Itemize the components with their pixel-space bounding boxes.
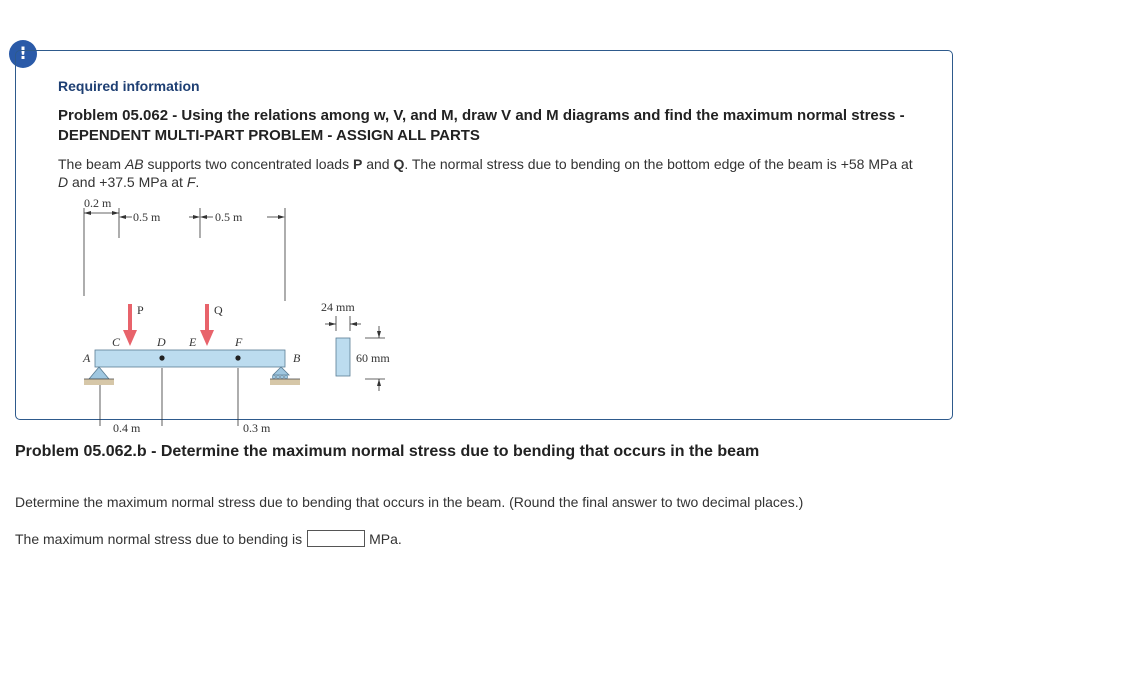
beam-figure — [63, 196, 393, 435]
required-information-heading: Required information — [58, 78, 200, 94]
dim-top-left-label: 0.2 m — [84, 196, 112, 210]
point-f-marker — [235, 355, 240, 360]
beam — [95, 350, 285, 367]
answer-row — [15, 530, 402, 547]
label-q: Q — [214, 303, 223, 317]
label-a: A — [83, 351, 91, 365]
dim-top-right-label: 0.5 m — [215, 210, 243, 224]
dim-top-mid-label: 0.5 m — [133, 210, 161, 224]
label-d: D — [157, 335, 166, 349]
dim-height-label: 60 mm — [356, 351, 390, 365]
required-information-box — [15, 50, 953, 435]
label-b: B — [293, 351, 301, 365]
dim-width-label: 24 mm — [321, 300, 355, 314]
max-stress-input[interactable] — [307, 530, 365, 547]
answer-unit: MPa. — [369, 530, 402, 547]
label-e: E — [189, 335, 197, 349]
load-q-arrow — [200, 304, 214, 346]
part-instruction: Determine the maximum normal stress due to bending that occurs in the beam. (Round the final answer to two decimal places.) — [15, 494, 804, 510]
roller-support-b — [270, 367, 300, 385]
label-c: C — [112, 335, 121, 349]
problem-description: The beam AB supports two concentrated loads P and Q. The normal stress due to bending on the bottom edge of the beam is +58 MPa at D and +37.5 MPa at F. — [58, 156, 913, 190]
dim-bottom-right-label: 0.3 m — [243, 421, 271, 435]
label-f: F — [235, 335, 243, 349]
problem-title: Problem 05.062 - Using the relations among w, V, and M, draw V and M diagrams and find the maximum normal stress - DEPENDENT MULTI-PART PROBLEM - ASSIGN ALL PARTS — [58, 107, 905, 144]
part-title: Problem 05.062.b - Determine the maximum normal stress due to bending that occurs in the beam — [15, 443, 760, 460]
label-p: P — [137, 303, 144, 317]
answer-prefix: The maximum normal stress due to bending is — [15, 530, 303, 547]
cross-section — [336, 338, 350, 376]
alert-icon: ! — [9, 40, 37, 68]
dim-bottom-left-label: 0.4 m — [113, 421, 141, 435]
pin-support-a — [84, 367, 114, 385]
point-d-marker — [159, 355, 164, 360]
load-p-arrow — [123, 304, 137, 346]
